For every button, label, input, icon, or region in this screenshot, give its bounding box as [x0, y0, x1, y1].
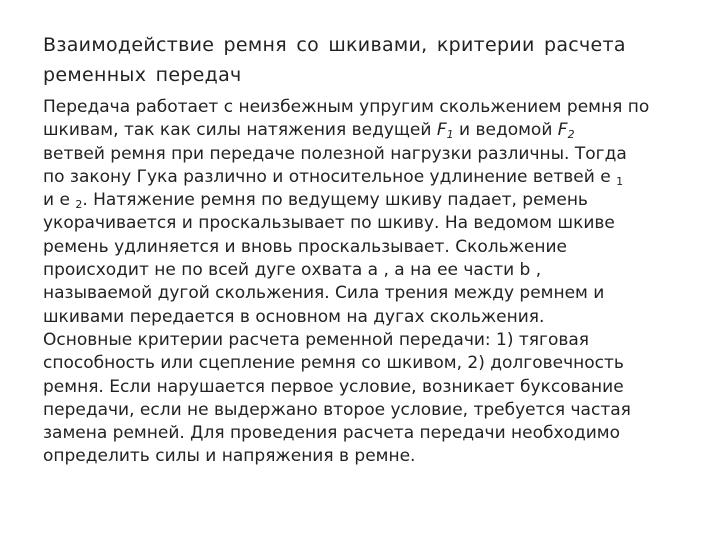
text-line: передачи, если не выдержано второе условие, требуется частая: [43, 399, 631, 420]
text-line: Передача работает с неизбежным упругим скольжением ремня по: [43, 97, 650, 117]
paragraph-design-criteria: [43, 329, 683, 469]
text-line: шкивам, так как силы натяжения ведущей $F_1$ и ведомой $F_2$: [43, 120, 575, 142]
slide-body: [43, 96, 683, 469]
title-line-2: ременных передач: [43, 64, 242, 86]
text-line: шкивами передается в основном на дугах скольжения.: [43, 306, 545, 327]
text-line: ветвей ремня при передаче полезной нагрузки различны. Тогда: [43, 143, 627, 164]
text-line: называемой дугой скольжения. Сила трения между ремнем и: [43, 283, 605, 304]
text-line: по закону Гука различно и относительное удлинение ветвей е $_1$: [43, 166, 624, 188]
symbol-f1: $F_1$: [436, 120, 454, 142]
text-line: укорачивается и проскальзывает по шкиву. На ведомом шкиве: [43, 213, 615, 234]
paragraph-belt-slip: [43, 96, 683, 329]
symbol-f2: $F_2$: [557, 120, 575, 142]
text-line: ремня. Если нарушается первое условие, возникает буксование: [43, 376, 624, 397]
text-line: Основные критерии расчета ременной передачи: 1) тяговая: [43, 329, 590, 350]
text-line: происходит не по всей дуге охвата a , a на ее части b ,: [43, 260, 542, 281]
text-line: ремень удлиняется и вновь проскальзывает. Скольжение: [43, 236, 568, 257]
text-line: определить силы и напряжения в ремне.: [43, 446, 416, 467]
text-line: способность или сцепление ремня со шкивом, 2) долговечность: [43, 353, 624, 374]
text-line: замена ремней. Для проведения расчета передачи необходимо: [43, 423, 620, 444]
slide-title: [43, 30, 675, 90]
text-line: и е $_2$. Натяжение ремня по ведущему шкиву падает, ремень: [43, 190, 588, 212]
title-line-1: Взаимодействие ремня со шкивами, критерии расчета: [43, 34, 626, 56]
